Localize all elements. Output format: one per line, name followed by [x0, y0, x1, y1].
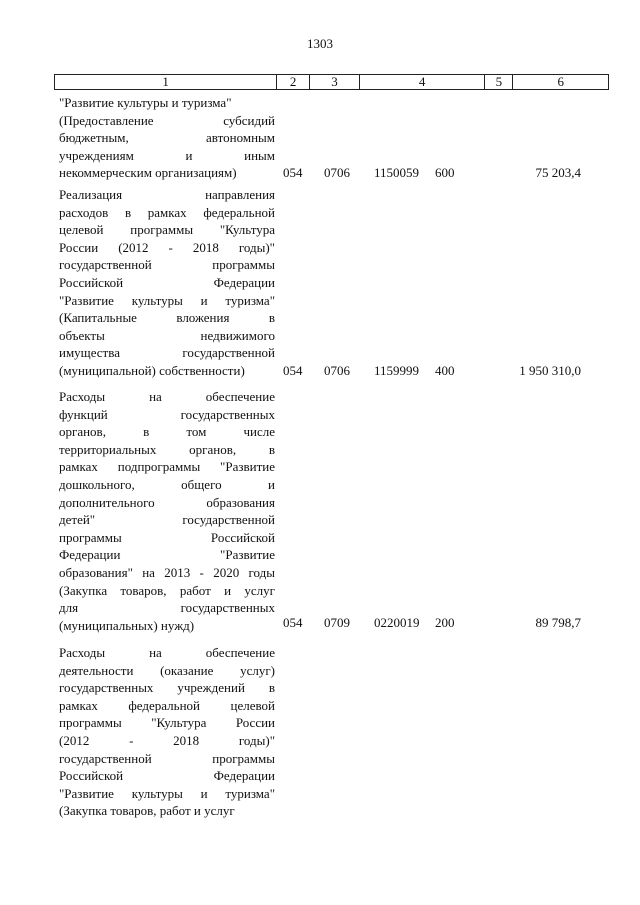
row-description	[59, 388, 275, 634]
description-line: (Капитальные вложения в	[59, 310, 275, 326]
header-col-5: 5	[485, 75, 513, 89]
row-description	[59, 94, 275, 182]
cell-col-6: 75 203,4	[535, 165, 581, 180]
description-line: целевой программы "Культура	[59, 222, 275, 238]
description-line: для государственных	[59, 600, 275, 616]
cell-col-4: 1159999	[374, 363, 420, 378]
page-number: 1303	[307, 36, 333, 51]
description-line: (муниципальных) нужд)	[59, 617, 195, 633]
cell-col-3: 0706	[324, 363, 350, 378]
header-col-2: 2	[277, 75, 310, 89]
description-line: (2012 - 2018 годы)"	[59, 732, 275, 748]
header-col-6: 6	[557, 74, 564, 89]
description-line: расходов в рамках федеральной	[59, 204, 275, 220]
description-line: объекты недвижимого	[59, 327, 275, 343]
cell-col-3: 0706	[324, 165, 350, 180]
cell-col-5: 200	[435, 615, 455, 630]
header-col-3: 3	[310, 75, 360, 89]
description-line: (муниципальной) собственности)	[59, 362, 245, 378]
description-line: рамках подпрограммы "Развитие	[59, 459, 275, 475]
description-line: некоммерческим организациям)	[59, 165, 237, 181]
description-line: рамках федеральной целевой	[59, 697, 275, 713]
table-header	[54, 74, 609, 90]
description-line: государственной программы	[59, 750, 275, 766]
cell-col-5: 600	[435, 165, 455, 180]
cell-col-4: 1150059	[374, 165, 420, 180]
row-description	[59, 186, 275, 380]
description-line: государственной программы	[59, 257, 275, 273]
cell-col-2: 054	[283, 615, 303, 630]
description-line: Расходы на обеспечение	[59, 389, 275, 404]
cell-col-5: 400	[435, 363, 455, 378]
description-line: дошкольного, общего и	[59, 476, 275, 492]
description-line: территориальных органов, в	[59, 441, 275, 457]
row-description	[59, 644, 275, 820]
description-line: Российской Федерации	[59, 274, 275, 290]
description-line: дополнительного образования	[59, 494, 275, 510]
description-line: Федерации "Развитие	[59, 547, 275, 563]
description-line: бюджетным, автономным	[59, 130, 275, 146]
description-line: Российской Федерации	[59, 768, 275, 784]
description-line: "Развитие культуры и туризма"	[59, 785, 275, 801]
description-line: деятельности (оказание услуг)	[59, 662, 275, 678]
cell-col-2: 054	[283, 363, 303, 378]
description-line: образования" на 2013 - 2020 годы	[59, 564, 275, 580]
description-line: Расходы на обеспечение	[59, 645, 275, 660]
description-line: имущества государственной	[59, 345, 275, 361]
description-line: Реализация направления	[59, 187, 275, 202]
cell-col-3: 0709	[324, 615, 350, 630]
cell-col-4: 0220019	[374, 615, 420, 630]
description-line: (Предоставление субсидий	[59, 112, 275, 128]
description-line: (Закупка товаров, работ и услуг	[59, 582, 275, 598]
header-col-1: 1	[55, 75, 277, 89]
cell-col-2: 054	[283, 165, 303, 180]
description-line: (Закупка товаров, работ и услуг	[59, 803, 235, 819]
description-line: учреждениям и иным	[59, 147, 275, 163]
description-line: функций государственных	[59, 406, 275, 422]
description-line: "Развитие культуры и туризма"	[59, 292, 275, 308]
description-line: органов, в том числе	[59, 424, 275, 440]
description-line: детей" государственной	[59, 512, 275, 528]
cell-col-6: 89 798,7	[535, 615, 581, 630]
description-line: "Развитие культуры и туризма"	[59, 95, 232, 110]
description-line: программы "Культура России	[59, 715, 275, 731]
header-col-4: 4	[360, 75, 486, 89]
cell-col-6: 1 950 310,0	[519, 363, 581, 378]
description-line: России (2012 - 2018 годы)"	[59, 239, 275, 255]
description-line: государственных учреждений в	[59, 680, 275, 696]
description-line: программы Российской	[59, 529, 275, 545]
